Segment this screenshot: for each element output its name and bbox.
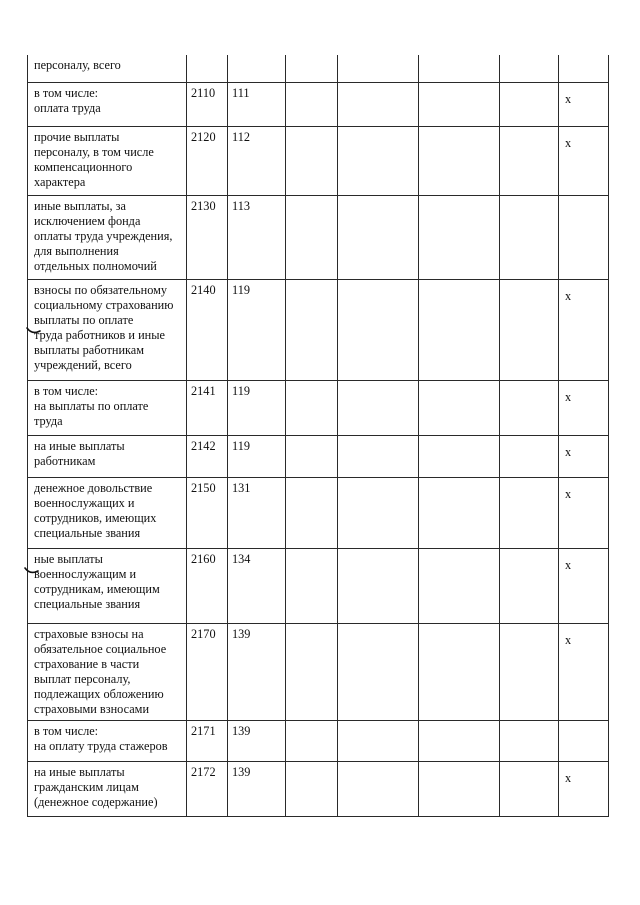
row-line-code-text: 2130 (191, 198, 216, 213)
row-name-cell (28, 55, 187, 82)
empty-cell (500, 477, 559, 548)
empty-cell (286, 720, 338, 761)
row-name-cell (28, 548, 187, 623)
handwritten-mark (26, 326, 42, 336)
empty-cell (500, 380, 559, 435)
handwritten-mark (24, 566, 40, 576)
empty-cell (338, 82, 419, 126)
empty-cell (419, 55, 500, 82)
row-line-code-text: 2160 (191, 551, 216, 566)
empty-cell (338, 720, 419, 761)
empty-cell (338, 380, 419, 435)
row-line-code-cell (187, 477, 228, 548)
row-name-cell (28, 477, 187, 548)
row-kbk-code-cell (228, 477, 286, 548)
row-name-cell (28, 623, 187, 720)
row-mark-cell (559, 126, 609, 195)
budget-table (27, 55, 609, 817)
empty-cell (338, 279, 419, 380)
row-kbk-code-text: 119 (232, 383, 250, 398)
row-kbk-code-cell (228, 761, 286, 816)
empty-cell (286, 477, 338, 548)
empty-cell (338, 623, 419, 720)
row-name-cell (28, 720, 187, 761)
row-mark-cell (559, 477, 609, 548)
row-line-code-cell (187, 82, 228, 126)
row-line-code-cell (187, 380, 228, 435)
table-row (28, 477, 609, 548)
row-name-text: в том числе: на выплаты по оплате труда (34, 383, 149, 428)
row-name-cell (28, 761, 187, 816)
row-name-text: денежное довольствие военнослужащих и сотрудников, имеющих специальные звания (34, 480, 157, 540)
row-kbk-code-text: 113 (232, 198, 250, 213)
row-line-code-text: 2140 (191, 282, 216, 297)
row-kbk-code-cell (228, 82, 286, 126)
empty-cell (338, 195, 419, 279)
empty-cell (419, 195, 500, 279)
table-row (28, 720, 609, 761)
row-name-text: на иные выплаты гражданским лицам (денежное содержание) (34, 764, 158, 809)
row-kbk-code-cell (228, 195, 286, 279)
empty-cell (500, 761, 559, 816)
row-kbk-code-cell (228, 279, 286, 380)
empty-cell (286, 548, 338, 623)
empty-cell (419, 380, 500, 435)
empty-cell (419, 126, 500, 195)
row-kbk-code-cell (228, 548, 286, 623)
row-name-cell (28, 380, 187, 435)
empty-cell (419, 82, 500, 126)
row-mark-cell (559, 195, 609, 279)
empty-cell (500, 126, 559, 195)
row-line-code-cell (187, 55, 228, 82)
row-mark-cell (559, 435, 609, 477)
empty-cell (286, 435, 338, 477)
row-line-code-cell (187, 548, 228, 623)
row-name-cell (28, 126, 187, 195)
empty-cell (338, 477, 419, 548)
row-line-code-cell (187, 435, 228, 477)
empty-cell (286, 623, 338, 720)
empty-cell (286, 380, 338, 435)
row-kbk-code-text: 134 (232, 551, 251, 566)
row-mark-text: x (565, 444, 572, 459)
row-name-cell (28, 279, 187, 380)
row-name-cell (28, 195, 187, 279)
row-mark-text: x (565, 632, 572, 647)
row-line-code-cell (187, 279, 228, 380)
table-row (28, 82, 609, 126)
table-row (28, 195, 609, 279)
empty-cell (419, 435, 500, 477)
table-row (28, 279, 609, 380)
row-name-text: персоналу, всего (34, 58, 121, 72)
row-mark-cell (559, 548, 609, 623)
row-name-text: в том числе: на оплату труда стажеров (34, 723, 168, 753)
row-mark-cell (559, 623, 609, 720)
table-body (28, 55, 609, 816)
row-mark-cell (559, 761, 609, 816)
row-line-code-text: 2172 (191, 764, 216, 779)
empty-cell (286, 761, 338, 816)
row-name-text: прочие выплаты персоналу, в том числе компенсационного характера (34, 129, 154, 189)
row-mark-cell (559, 279, 609, 380)
table-row (28, 55, 609, 82)
empty-cell (500, 55, 559, 82)
row-kbk-code-text: 112 (232, 129, 250, 144)
row-mark-text: x (565, 486, 572, 501)
row-mark-cell (559, 55, 609, 82)
table-row (28, 126, 609, 195)
empty-cell (500, 195, 559, 279)
row-mark-cell (559, 380, 609, 435)
empty-cell (500, 720, 559, 761)
row-name-text: на иные выплаты работникам (34, 438, 125, 468)
row-line-code-text: 2110 (191, 85, 216, 100)
row-name-text: в том числе: оплата труда (34, 85, 101, 115)
row-name-text: страховые взносы на обязательное социальное страхование в части выплат персоналу, подлежащих обложению страховыми взносами (34, 626, 167, 716)
empty-cell (286, 195, 338, 279)
row-mark-text: x (565, 557, 572, 572)
empty-cell (419, 548, 500, 623)
row-kbk-code-cell (228, 380, 286, 435)
row-line-code-text: 2120 (191, 129, 216, 144)
row-line-code-text: 2150 (191, 480, 216, 495)
row-line-code-text: 2142 (191, 438, 216, 453)
empty-cell (338, 126, 419, 195)
table-row (28, 548, 609, 623)
row-kbk-code-text: 119 (232, 438, 250, 453)
row-kbk-code-cell (228, 623, 286, 720)
row-kbk-code-text: 119 (232, 282, 250, 297)
row-mark-text: x (565, 389, 572, 404)
row-kbk-code-text: 139 (232, 626, 251, 641)
row-mark-text: x (565, 288, 572, 303)
row-name-cell (28, 435, 187, 477)
row-kbk-code-cell (228, 55, 286, 82)
row-line-code-text: 2170 (191, 626, 216, 641)
table-row (28, 761, 609, 816)
empty-cell (338, 761, 419, 816)
empty-cell (286, 279, 338, 380)
row-line-code-cell (187, 195, 228, 279)
row-name-text: взносы по обязательному социальному страхованию выплаты по оплате труда работников и иные выплаты работникам учреждений, всего (34, 282, 174, 372)
empty-cell (500, 82, 559, 126)
empty-cell (286, 82, 338, 126)
row-mark-text: x (565, 91, 572, 106)
empty-cell (286, 55, 338, 82)
row-kbk-code-cell (228, 126, 286, 195)
empty-cell (500, 435, 559, 477)
row-name-cell (28, 82, 187, 126)
empty-cell (419, 720, 500, 761)
row-line-code-text: 2141 (191, 383, 216, 398)
empty-cell (419, 623, 500, 720)
row-name-text: ные выплаты военнослужащим и сотрудникам, имеющим специальные звания (34, 551, 160, 611)
row-line-code-cell (187, 720, 228, 761)
row-kbk-code-text: 131 (232, 480, 251, 495)
empty-cell (419, 761, 500, 816)
row-kbk-code-text: 139 (232, 764, 251, 779)
empty-cell (419, 477, 500, 548)
row-mark-text: x (565, 770, 572, 785)
empty-cell (419, 279, 500, 380)
row-kbk-code-text: 111 (232, 85, 250, 100)
row-kbk-code-cell (228, 720, 286, 761)
empty-cell (286, 126, 338, 195)
empty-cell (338, 548, 419, 623)
empty-cell (500, 279, 559, 380)
row-mark-text: x (565, 135, 572, 150)
row-kbk-code-cell (228, 435, 286, 477)
row-kbk-code-text: 139 (232, 723, 251, 738)
empty-cell (500, 548, 559, 623)
table-row (28, 623, 609, 720)
row-line-code-cell (187, 126, 228, 195)
row-mark-cell (559, 720, 609, 761)
row-line-code-cell (187, 761, 228, 816)
row-line-code-cell (187, 623, 228, 720)
empty-cell (500, 623, 559, 720)
row-name-text: иные выплаты, за исключением фонда оплаты труда учреждения, для выполнения отдельных полномочий (34, 198, 173, 273)
empty-cell (338, 435, 419, 477)
empty-cell (338, 55, 419, 82)
table-row (28, 380, 609, 435)
row-line-code-text: 2171 (191, 723, 216, 738)
table-row (28, 435, 609, 477)
row-mark-cell (559, 82, 609, 126)
